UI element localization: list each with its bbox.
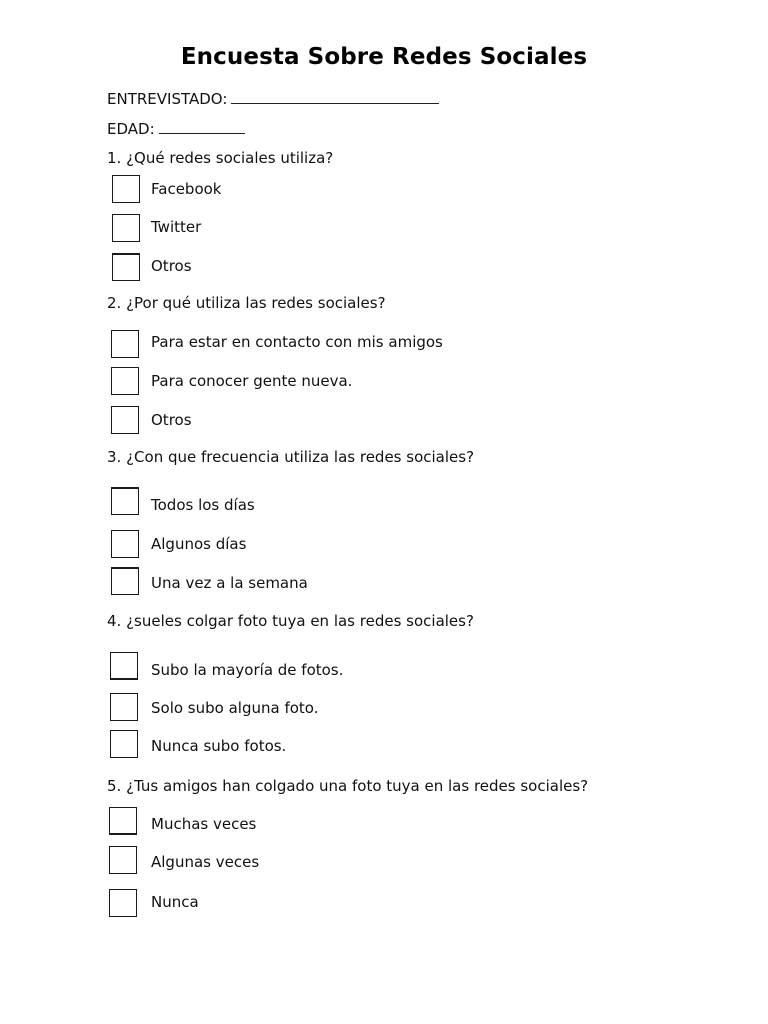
checkbox-q1-facebook[interactable]: [112, 175, 140, 203]
checkbox-q4-alguna[interactable]: [110, 693, 138, 721]
interviewee-field: [107, 88, 439, 108]
checkbox-q5-muchas[interactable]: [109, 807, 137, 835]
question-5: 5. ¿Tus amigos han colgado una foto tuya en las redes sociales?: [107, 777, 589, 795]
option-q4-alguna: Solo subo alguna foto.: [151, 699, 319, 717]
age-blank[interactable]: [159, 118, 245, 134]
option-q3-semana: Una vez a la semana: [151, 574, 308, 592]
question-1: 1. ¿Qué redes sociales utiliza?: [107, 149, 334, 167]
checkbox-q5-algunas[interactable]: [109, 846, 137, 874]
checkbox-q2-otros[interactable]: [111, 406, 139, 434]
checkbox-q2-gente-nueva[interactable]: [111, 367, 139, 395]
checkbox-q3-todos[interactable]: [111, 487, 139, 515]
option-q2-otros: Otros: [151, 411, 192, 429]
option-q2-amigos: Para estar en contacto con mis amigos: [151, 333, 443, 351]
checkbox-q4-mayoria[interactable]: [110, 652, 138, 680]
interviewee-label: ENTREVISTADO:: [107, 90, 228, 108]
option-q5-muchas: Muchas veces: [151, 815, 257, 833]
option-q3-algunos: Algunos días: [151, 535, 247, 553]
checkbox-q2-amigos[interactable]: [111, 330, 139, 358]
checkbox-q5-nunca[interactable]: [109, 889, 137, 917]
option-q5-nunca: Nunca: [151, 893, 199, 911]
checkbox-q3-semana[interactable]: [111, 567, 139, 595]
age-label: EDAD:: [107, 120, 155, 138]
question-2: 2. ¿Por qué utiliza las redes sociales?: [107, 294, 386, 312]
interviewee-blank[interactable]: [231, 88, 439, 104]
age-field: [107, 118, 245, 138]
option-q3-todos: Todos los días: [151, 496, 255, 514]
page-title: Encuesta Sobre Redes Sociales: [180, 44, 588, 70]
option-q1-twitter: Twitter: [151, 218, 202, 236]
question-4: 4. ¿sueles colgar foto tuya en las redes sociales?: [107, 612, 474, 630]
option-q2-gente-nueva: Para conocer gente nueva.: [151, 372, 353, 390]
option-q1-otros: Otros: [151, 257, 192, 275]
option-q5-algunas: Algunas veces: [151, 853, 260, 871]
checkbox-q1-otros[interactable]: [112, 253, 140, 281]
checkbox-q3-algunos[interactable]: [111, 530, 139, 558]
question-3: 3. ¿Con que frecuencia utiliza las redes sociales?: [107, 448, 475, 466]
option-q1-facebook: Facebook: [151, 180, 222, 198]
option-q4-nunca: Nunca subo fotos.: [151, 737, 287, 755]
option-q4-mayoria: Subo la mayoría de fotos.: [151, 661, 344, 679]
checkbox-q4-nunca[interactable]: [110, 730, 138, 758]
checkbox-q1-twitter[interactable]: [112, 214, 140, 242]
